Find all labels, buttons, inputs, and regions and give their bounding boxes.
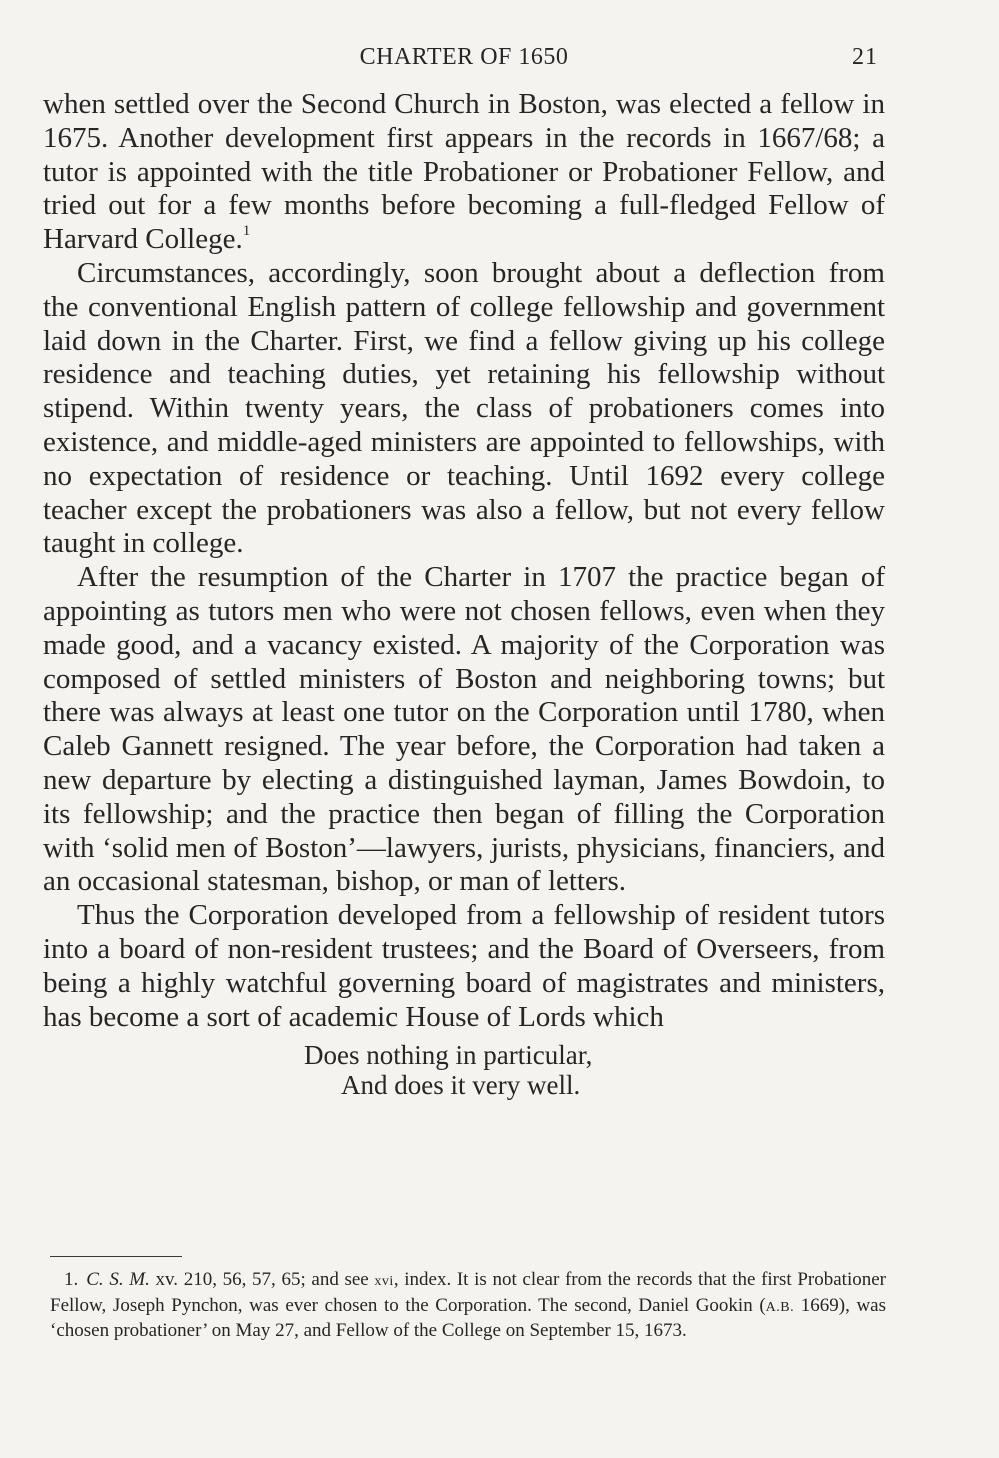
verse-quotation: [43, 1040, 885, 1100]
footnote-text-b: , index. It is not clear from the records that the first Probationer Fellow, Joseph Pynchon, was ever chosen to the Corporation. The second, Daniel Gookin (: [50, 1269, 886, 1316]
verse-line-2: And does it very well.: [341, 1070, 581, 1101]
paragraph-1-text: when settled over the Second Church in Boston, was elected a fellow in 1675. Another development first appears in the records in 1667/68; a tutor is appointed with the title Probationer or Probationer Fellow, and tried out for a few months before becoming a full-fledged Fellow of Harvard College.: [43, 88, 885, 256]
paragraph-4: Thus the Corporation developed from a fellowship of resident tutors into a board of non-resident trustees; and the Board of Overseers, from being a highly watchful governing board of magistrates and ministers, has become a sort of academic House of Lords which: [43, 899, 885, 1033]
paragraph-continued: [43, 88, 885, 257]
footnote-text-c: 1669), was ‘chosen probationer’ on May 27, and Fellow of the College on September 15, 1673.: [50, 1294, 886, 1341]
verse-line-1: Does nothing in particular,: [304, 1040, 593, 1071]
paragraph-3: After the resumption of the Charter in 1707 the practice began of appointing as tutors men who were not chosen fellows, even when they made good, and a vacancy existed. A majority of the Corporation was composed of settled ministers of Boston and neighboring towns; but there was always at least one tutor on the Corporation until 1780, when Caleb Gannett resigned. The year before, the Corporation had taken a new departure by electing a distinguished layman, James Bowdoin, to its fellowship; and the practice then began of filling the Corporation with ‘solid men of Boston’—lawyers, jurists, physicians, financiers, and an occasional statesman, bishop, or man of letters.: [43, 561, 885, 898]
footnote-text-a: xv. 210, 56, 57, 65; and see: [149, 1269, 375, 1290]
footnote-volume: xvi: [374, 1274, 394, 1289]
chapter-title: CHARTER OF 1650: [359, 44, 569, 70]
page-number: 21: [852, 44, 878, 70]
body-text: [43, 88, 885, 1100]
footnote-reference: 1: [242, 223, 251, 240]
paragraph-2: Circumstances, accordingly, soon brought about a deflection from the conventional English pattern of college fellowship and government laid down in the Charter. First, we find a fellow giving up his college residence and teaching duties, yet retaining his fellowship without stipend. Within twenty years, the class of probationers comes into existence, and middle-aged ministers are appointed to fellowships, with no expectation of residence or teaching. Until 1692 every college teacher except the probationers was also a fellow, but not every fellow taught in college.: [43, 256, 885, 560]
running-head: [46, 44, 882, 78]
footnote-number: 1.: [64, 1269, 79, 1290]
footnote-degree: A.B.: [765, 1299, 795, 1315]
footnote-abbreviation: C. S. M.: [86, 1269, 150, 1290]
footnote: [50, 1268, 886, 1343]
footnote-rule: [50, 1256, 182, 1257]
